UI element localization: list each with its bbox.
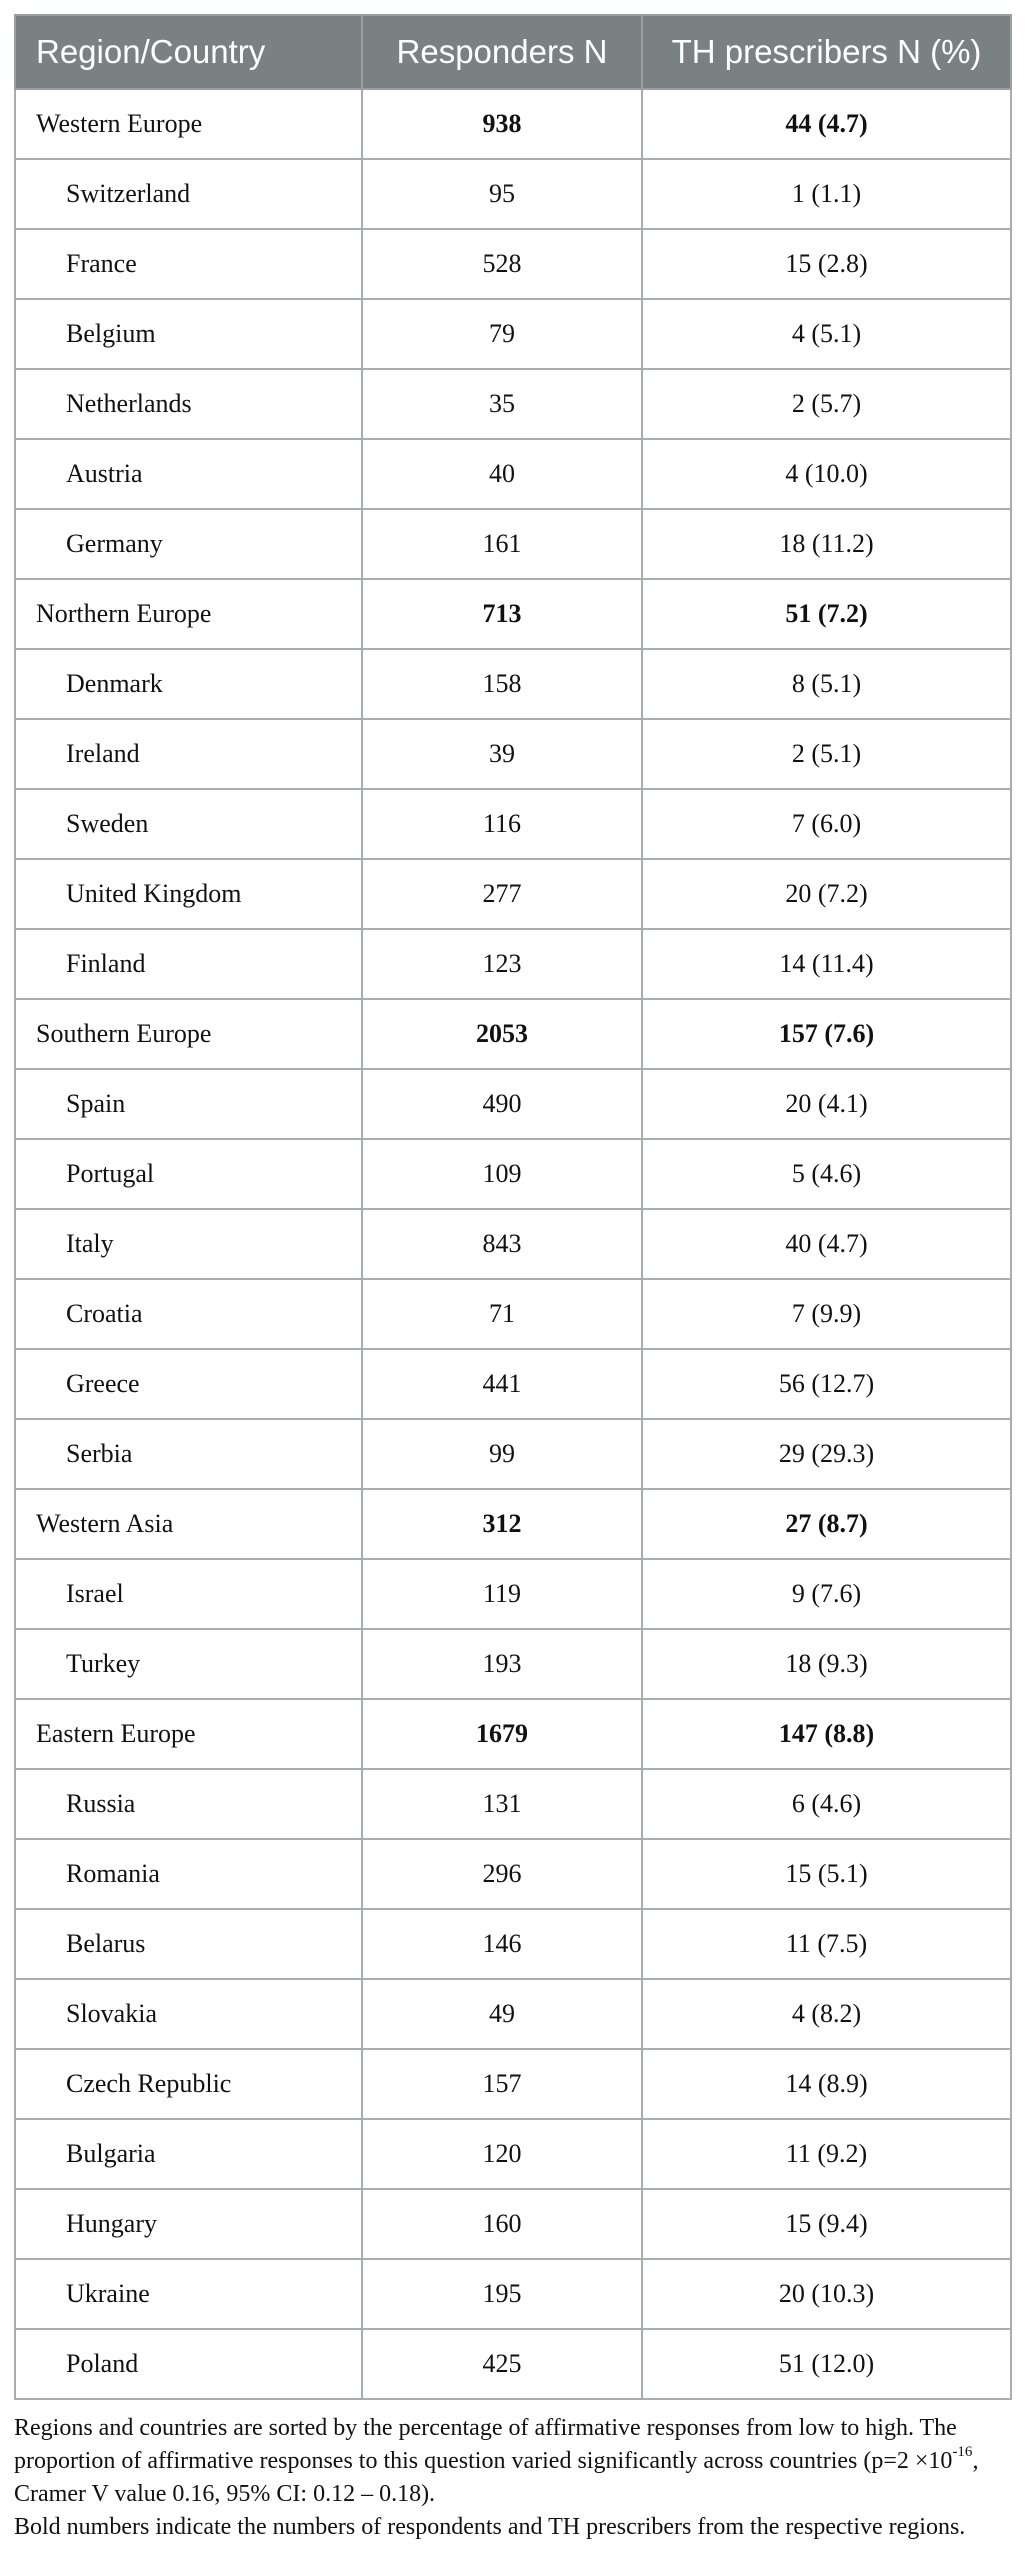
responders-count: 528: [362, 229, 642, 299]
country-row: [15, 1559, 1011, 1629]
country-row: [15, 1349, 1011, 1419]
th-prescribers-value: 40 (4.7): [642, 1209, 1011, 1279]
country-row: [15, 159, 1011, 229]
th-prescribers-value: 44 (4.7): [642, 89, 1011, 159]
table-header: [15, 15, 1011, 89]
th-prescribers-value: 11 (9.2): [642, 2119, 1011, 2189]
region-name: Western Asia: [15, 1489, 362, 1559]
region-row: [15, 579, 1011, 649]
country-name: Hungary: [15, 2189, 362, 2259]
th-prescribers-value: 14 (8.9): [642, 2049, 1011, 2119]
th-prescribers-value: 2 (5.1): [642, 719, 1011, 789]
country-row: [15, 1209, 1011, 1279]
th-prescribers-value: 6 (4.6): [642, 1769, 1011, 1839]
document: [14, 14, 1012, 2544]
responders-count: 79: [362, 299, 642, 369]
country-name: Israel: [15, 1559, 362, 1629]
th-prescribers-value: 1 (1.1): [642, 159, 1011, 229]
country-row: [15, 1909, 1011, 1979]
country-name: France: [15, 229, 362, 299]
responders-count: 441: [362, 1349, 642, 1419]
country-row: [15, 229, 1011, 299]
country-name: Ukraine: [15, 2259, 362, 2329]
responders-count: 123: [362, 929, 642, 999]
th-prescribers-value: 51 (7.2): [642, 579, 1011, 649]
country-row: [15, 1979, 1011, 2049]
th-prescribers-value: 4 (8.2): [642, 1979, 1011, 2049]
responders-count: 1679: [362, 1699, 642, 1769]
country-row: [15, 509, 1011, 579]
responders-count: 120: [362, 2119, 642, 2189]
country-name: Sweden: [15, 789, 362, 859]
header-region-country: Region/Country: [15, 15, 362, 89]
th-prescribers-value: 18 (11.2): [642, 509, 1011, 579]
th-prescribers-value: 15 (2.8): [642, 229, 1011, 299]
th-prescribers-value: 5 (4.6): [642, 1139, 1011, 1209]
header-row: [15, 15, 1011, 89]
responders-count: 109: [362, 1139, 642, 1209]
country-row: [15, 1419, 1011, 1489]
responders-count: 193: [362, 1629, 642, 1699]
responders-count: 277: [362, 859, 642, 929]
th-prescribers-value: 51 (12.0): [642, 2329, 1011, 2399]
country-row: [15, 2259, 1011, 2329]
country-name: Belgium: [15, 299, 362, 369]
responders-count: 195: [362, 2259, 642, 2329]
table-footnote: [14, 2412, 1012, 2544]
th-prescribers-value: 20 (4.1): [642, 1069, 1011, 1139]
country-name: Finland: [15, 929, 362, 999]
responders-count: 40: [362, 439, 642, 509]
country-row: [15, 1769, 1011, 1839]
footnote-line1: Regions and countries are sorted by the percentage of affirmative responses from low to high. The proportion of affirmative responses to this question varied significantly across countries (p=2 ×10: [14, 2415, 957, 2474]
country-name: Czech Republic: [15, 2049, 362, 2119]
country-name: Greece: [15, 1349, 362, 1419]
region-name: Eastern Europe: [15, 1699, 362, 1769]
th-prescribers-value: 14 (11.4): [642, 929, 1011, 999]
responders-count: 119: [362, 1559, 642, 1629]
th-prescribers-value: 27 (8.7): [642, 1489, 1011, 1559]
region-name: Southern Europe: [15, 999, 362, 1069]
header-responders: Responders N: [362, 15, 642, 89]
country-row: [15, 2049, 1011, 2119]
country-name: Netherlands: [15, 369, 362, 439]
country-row: [15, 2329, 1011, 2399]
footnote-sorting-note: [14, 2412, 1012, 2511]
th-prescribers-value: 147 (8.8): [642, 1699, 1011, 1769]
country-row: [15, 369, 1011, 439]
th-prescribers-value: 18 (9.3): [642, 1629, 1011, 1699]
country-row: [15, 1069, 1011, 1139]
country-row: [15, 1629, 1011, 1699]
country-row: [15, 929, 1011, 999]
responders-count: 39: [362, 719, 642, 789]
th-prescribers-value: 4 (10.0): [642, 439, 1011, 509]
country-name: Turkey: [15, 1629, 362, 1699]
th-prescribers-value: 9 (7.6): [642, 1559, 1011, 1629]
country-row: [15, 719, 1011, 789]
responders-count: 49: [362, 1979, 642, 2049]
footnote-bold-note: Bold numbers indicate the numbers of respondents and TH prescribers from the respective regions.: [14, 2514, 966, 2540]
th-prescribers-value: 8 (5.1): [642, 649, 1011, 719]
region-name: Northern Europe: [15, 579, 362, 649]
data-table: [14, 14, 1012, 2400]
country-name: Poland: [15, 2329, 362, 2399]
country-name: Austria: [15, 439, 362, 509]
country-row: [15, 2189, 1011, 2259]
footnote-exponent: -16: [952, 2444, 973, 2460]
country-name: Romania: [15, 1839, 362, 1909]
country-name: Spain: [15, 1069, 362, 1139]
header-th-prescribers: TH prescribers N (%): [642, 15, 1011, 89]
table-body: [15, 89, 1011, 2399]
responders-count: 71: [362, 1279, 642, 1349]
th-prescribers-value: 56 (12.7): [642, 1349, 1011, 1419]
country-name: Portugal: [15, 1139, 362, 1209]
country-name: Denmark: [15, 649, 362, 719]
country-row: [15, 2119, 1011, 2189]
region-row: [15, 89, 1011, 159]
responders-count: 425: [362, 2329, 642, 2399]
country-name: Bulgaria: [15, 2119, 362, 2189]
th-prescribers-value: 157 (7.6): [642, 999, 1011, 1069]
country-row: [15, 1839, 1011, 1909]
responders-count: 938: [362, 89, 642, 159]
country-row: [15, 859, 1011, 929]
country-name: Russia: [15, 1769, 362, 1839]
th-prescribers-value: 11 (7.5): [642, 1909, 1011, 1979]
th-prescribers-value: 2 (5.7): [642, 369, 1011, 439]
responders-count: 157: [362, 2049, 642, 2119]
responders-count: 296: [362, 1839, 642, 1909]
responders-count: 713: [362, 579, 642, 649]
th-prescribers-value: 20 (7.2): [642, 859, 1011, 929]
th-prescribers-value: 20 (10.3): [642, 2259, 1011, 2329]
responders-count: 160: [362, 2189, 642, 2259]
region-row: [15, 1489, 1011, 1559]
country-name: Germany: [15, 509, 362, 579]
responders-count: 116: [362, 789, 642, 859]
country-row: [15, 1279, 1011, 1349]
responders-count: 99: [362, 1419, 642, 1489]
region-name: Western Europe: [15, 89, 362, 159]
country-name: Belarus: [15, 1909, 362, 1979]
responders-count: 95: [362, 159, 642, 229]
responders-count: 35: [362, 369, 642, 439]
country-name: Slovakia: [15, 1979, 362, 2049]
responders-count: 161: [362, 509, 642, 579]
th-prescribers-value: 7 (9.9): [642, 1279, 1011, 1349]
responders-count: 158: [362, 649, 642, 719]
region-row: [15, 999, 1011, 1069]
country-row: [15, 789, 1011, 859]
th-prescribers-value: 15 (9.4): [642, 2189, 1011, 2259]
responders-count: 146: [362, 1909, 642, 1979]
responders-count: 131: [362, 1769, 642, 1839]
country-name: Italy: [15, 1209, 362, 1279]
th-prescribers-value: 7 (6.0): [642, 789, 1011, 859]
country-name: Serbia: [15, 1419, 362, 1489]
responders-count: 312: [362, 1489, 642, 1559]
region-row: [15, 1699, 1011, 1769]
th-prescribers-value: 29 (29.3): [642, 1419, 1011, 1489]
country-name: Ireland: [15, 719, 362, 789]
footnote-line1-tail: , Cramer V value 0.16, 95% CI: 0.12 – 0.18).: [14, 2448, 979, 2507]
responders-count: 843: [362, 1209, 642, 1279]
country-row: [15, 299, 1011, 369]
responders-count: 2053: [362, 999, 642, 1069]
responders-count: 490: [362, 1069, 642, 1139]
country-name: Croatia: [15, 1279, 362, 1349]
country-row: [15, 649, 1011, 719]
country-row: [15, 1139, 1011, 1209]
country-name: United Kingdom: [15, 859, 362, 929]
th-prescribers-value: 15 (5.1): [642, 1839, 1011, 1909]
country-name: Switzerland: [15, 159, 362, 229]
country-row: [15, 439, 1011, 509]
th-prescribers-value: 4 (5.1): [642, 299, 1011, 369]
